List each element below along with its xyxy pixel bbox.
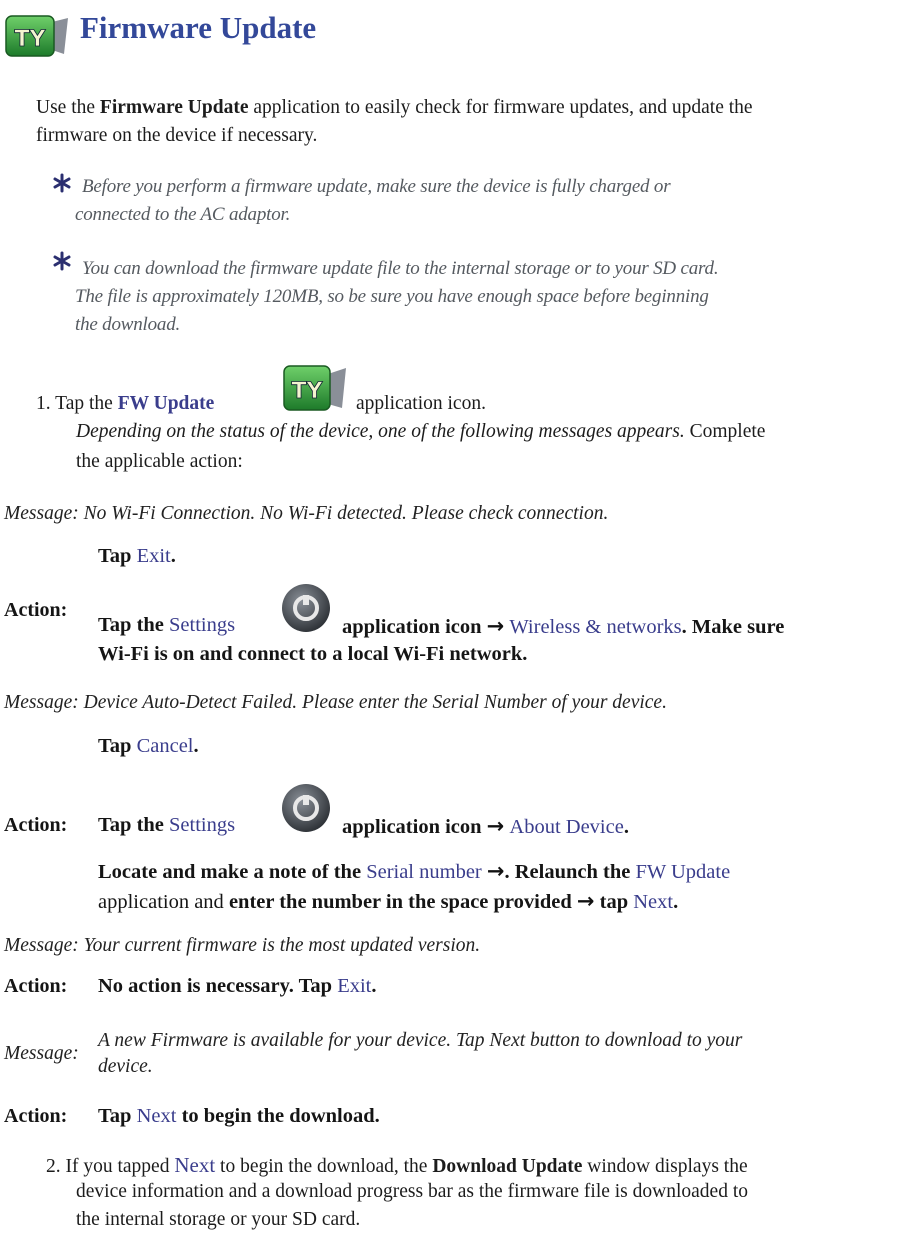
ty-app-icon — [4, 14, 70, 58]
step-2-line-3: the internal storage or your SD card. — [76, 1209, 361, 1230]
message-label: Message: — [4, 1043, 79, 1064]
page-title: Firmware Update — [80, 10, 317, 45]
step-1-line-1: 1. Tap the FW Update — [36, 393, 215, 414]
action-label: Action: — [4, 975, 68, 997]
action-autodetect-cancel: Tap Cancel. — [98, 735, 199, 757]
message-wifi: Message: No Wi-Fi Connection. No Wi-Fi detected. Please check connection. — [4, 503, 609, 524]
asterisk-icon — [51, 172, 73, 194]
arrow-right-icon: → — [576, 889, 595, 913]
step-1-line-2: Depending on the status of the device, one of the following messages appears. Complete — [76, 421, 766, 442]
action-label: Action: — [4, 1105, 68, 1127]
action-autodetect-settings: Tap the Settings — [98, 814, 236, 836]
action-autodetect-enter: application and enter the number in the space provided → tap Next. — [98, 889, 679, 913]
action-wifi-settings: Tap the Settings — [98, 614, 236, 636]
fw-update-link: FW Update — [117, 393, 215, 414]
svg-text:TY: TY — [291, 379, 323, 404]
arrow-right-icon: → — [486, 859, 505, 883]
settings-icon — [280, 582, 332, 634]
intro-line-1: Use the Firmware Update application to easily check for firmware updates, and update the — [36, 97, 753, 118]
action-autodetect-locate: Locate and make a note of the Serial number →. Relaunch the FW Update — [98, 859, 731, 883]
step-2-line-2: device information and a download progress bar as the firmware file is downloaded to — [76, 1181, 748, 1202]
action-latest: No action is necessary. Tap Exit. — [98, 975, 377, 997]
svg-text:TY: TY — [14, 27, 46, 52]
arrow-right-icon: → — [486, 814, 505, 838]
message-latest: Message: Your current firmware is the most updated version. — [4, 935, 481, 956]
action-wifi-exit: Tap Exit. — [98, 545, 176, 567]
note-1-line-2: connected to the AC adaptor. — [75, 204, 291, 225]
action-wifi-settings-rest: application icon → Wireless & networks. Make sure — [342, 614, 785, 638]
arrow-right-icon: → — [486, 614, 505, 638]
note-2-line-1: You can download the firmware update file to the internal storage or to your SD card. — [82, 258, 719, 279]
note-2-line-3: the download. — [75, 314, 181, 335]
step-2-line-1: 2. If you tapped Next to begin the download, the Download Update window displays the — [46, 1153, 748, 1177]
action-label: Action: — [4, 599, 68, 621]
note-2-line-2: The file is approximately 120MB, so be sure you have enough space before beginning — [75, 286, 709, 307]
step-1-line-3: the applicable action: — [76, 451, 243, 472]
message-available-line-1: A new Firmware is available for your device. Tap Next button to download to your — [98, 1030, 743, 1051]
message-available-line-2: device. — [98, 1056, 153, 1077]
note-1-line-1: Before you perform a firmware update, make sure the device is fully charged or — [82, 176, 671, 197]
action-available: Tap Next to begin the download. — [98, 1105, 380, 1127]
asterisk-icon — [51, 250, 73, 272]
settings-icon — [280, 782, 332, 834]
intro-line-2: firmware on the device if necessary. — [36, 125, 318, 146]
action-autodetect-settings-rest: application icon → About Device. — [342, 814, 629, 838]
action-label: Action: — [4, 814, 68, 836]
step-1-after-icon: application icon. — [356, 393, 486, 414]
message-autodetect: Message: Device Auto-Detect Failed. Please enter the Serial Number of your device. — [4, 692, 667, 713]
action-wifi-line-3: Wi-Fi is on and connect to a local Wi-Fi network. — [98, 643, 528, 665]
ty-app-icon — [282, 364, 348, 412]
